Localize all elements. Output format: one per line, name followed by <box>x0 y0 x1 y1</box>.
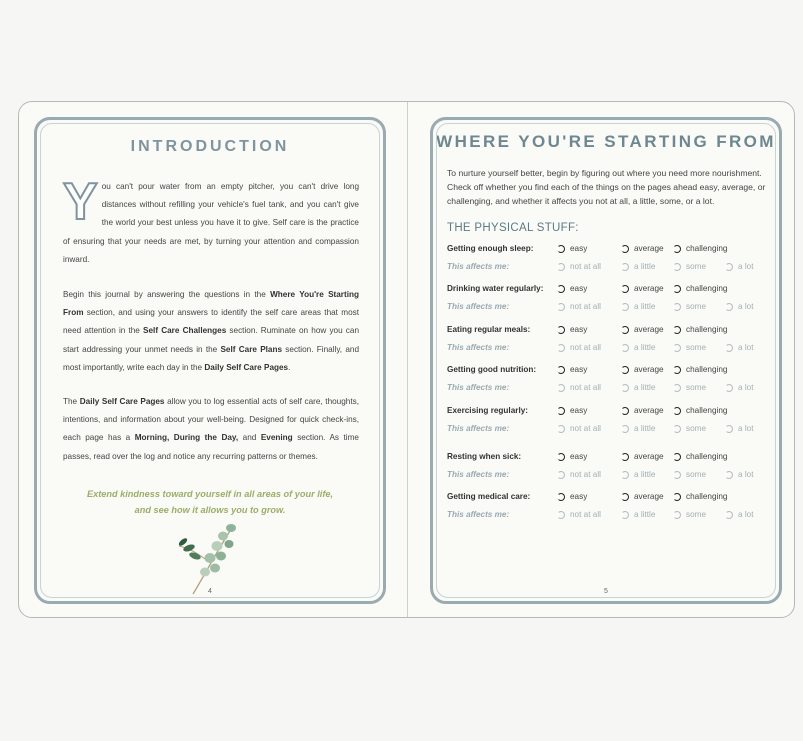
option-label: a little <box>634 262 656 271</box>
left-page <box>34 117 386 604</box>
option-label: a little <box>634 510 656 519</box>
option-label: easy <box>570 325 588 334</box>
rating-option-average[interactable] <box>621 325 664 334</box>
radio-circle-icon[interactable] <box>725 344 733 352</box>
radio-circle-icon[interactable] <box>621 285 629 293</box>
radio-circle-icon[interactable] <box>621 511 629 519</box>
intro-paragraph-2: Begin this journal by answering the questions in the Where You're Starting From section, and using your answers to identify the self care areas that most need attention in the Self Care Challenges section. Ruminate on how you can start addressing your unmet needs in the Self Care Plans section. Finally, and most importantly, write each day in the Daily Self Care Pages. <box>63 290 360 372</box>
radio-circle-icon[interactable] <box>621 366 629 374</box>
radio-circle-icon[interactable] <box>557 471 565 479</box>
affects-option[interactable] <box>621 343 655 352</box>
rating-option-challenging[interactable] <box>673 244 727 253</box>
radio-circle-icon[interactable] <box>673 384 681 392</box>
radio-circle-icon[interactable] <box>621 384 629 392</box>
affects-label: This affects me: <box>447 470 510 479</box>
rating-option-challenging[interactable] <box>673 365 727 374</box>
item-label: Getting good nutrition: <box>447 365 537 374</box>
drop-cap: Y <box>63 173 98 231</box>
option-label: challenging <box>686 452 728 461</box>
option-label: a little <box>634 383 656 392</box>
rating-option-easy[interactable] <box>557 244 587 253</box>
rating-option-average[interactable] <box>621 365 664 374</box>
page-title: WHERE YOU'RE STARTING FROM <box>436 132 776 151</box>
radio-circle-icon[interactable] <box>673 471 681 479</box>
radio-circle-icon[interactable] <box>621 471 629 479</box>
affects-option[interactable] <box>621 262 655 271</box>
option-label: not at all <box>570 302 601 311</box>
rating-option-challenging[interactable] <box>673 284 727 293</box>
option-label: challenging <box>686 492 728 501</box>
affects-option[interactable] <box>557 262 601 271</box>
open-journal <box>18 101 795 618</box>
affects-option[interactable] <box>725 302 753 311</box>
affects-option[interactable] <box>673 302 706 311</box>
radio-circle-icon[interactable] <box>557 425 565 433</box>
option-label: average <box>634 365 664 374</box>
option-label: not at all <box>570 424 601 433</box>
rating-option-challenging[interactable] <box>673 325 727 334</box>
radio-circle-icon[interactable] <box>557 263 565 271</box>
rating-option-easy[interactable] <box>557 452 587 461</box>
affects-option[interactable] <box>673 424 706 433</box>
radio-circle-icon[interactable] <box>673 344 681 352</box>
radio-circle-icon[interactable] <box>621 245 629 253</box>
rating-option-easy[interactable] <box>557 406 587 415</box>
radio-circle-icon[interactable] <box>621 326 629 334</box>
checklist-item <box>447 365 777 379</box>
option-label: some <box>686 424 707 433</box>
option-label: easy <box>570 244 588 253</box>
item-label: Eating regular meals: <box>447 325 531 334</box>
affects-option[interactable] <box>673 383 706 392</box>
option-label: a little <box>634 302 656 311</box>
affects-option[interactable] <box>725 343 753 352</box>
affects-row <box>447 343 777 357</box>
radio-circle-icon[interactable] <box>673 453 681 461</box>
radio-circle-icon[interactable] <box>673 366 681 374</box>
rating-option-challenging[interactable] <box>673 452 727 461</box>
book-spine <box>407 102 408 617</box>
rating-option-challenging[interactable] <box>673 406 727 415</box>
radio-circle-icon[interactable] <box>725 384 733 392</box>
radio-circle-icon[interactable] <box>673 263 681 271</box>
affects-option[interactable] <box>725 383 753 392</box>
option-label: a lot <box>738 510 754 519</box>
affects-option[interactable] <box>557 424 601 433</box>
radio-circle-icon[interactable] <box>557 407 565 415</box>
checklist-item <box>447 452 777 466</box>
option-label: a little <box>634 424 656 433</box>
affects-label: This affects me: <box>447 424 510 433</box>
option-label: challenging <box>686 284 728 293</box>
item-label: Drinking water regularly: <box>447 284 544 293</box>
affects-option[interactable] <box>621 424 655 433</box>
option-label: challenging <box>686 406 728 415</box>
affects-option[interactable] <box>621 510 655 519</box>
radio-circle-icon[interactable] <box>621 344 629 352</box>
radio-circle-icon[interactable] <box>557 303 565 311</box>
option-label: average <box>634 325 664 334</box>
radio-circle-icon[interactable] <box>557 453 565 461</box>
affects-row <box>447 302 777 316</box>
rating-option-easy[interactable] <box>557 325 587 334</box>
affects-option[interactable] <box>725 262 753 271</box>
option-label: easy <box>570 365 588 374</box>
affects-option[interactable] <box>557 383 601 392</box>
radio-circle-icon[interactable] <box>725 303 733 311</box>
option-label: easy <box>570 452 588 461</box>
option-label: a lot <box>738 424 754 433</box>
affects-option[interactable] <box>673 470 706 479</box>
affects-option[interactable] <box>725 424 753 433</box>
affects-row <box>447 262 777 276</box>
rating-option-average[interactable] <box>621 244 664 253</box>
radio-circle-icon[interactable] <box>621 453 629 461</box>
affects-option[interactable] <box>673 262 706 271</box>
kindness-quote: Extend kindness toward yourself in all areas of your life, and see how it allows you to grow. <box>86 489 334 515</box>
option-label: easy <box>570 284 588 293</box>
paragraph-text: ou can't pour water from an empty pitcher, you can't drive long distances without refilling your vehicle's fuel tank, and you can't give the world your best unless you have it to give. Self care is the practice of ensuring that your needs are met, by turning your attention and compassion inward. <box>63 182 359 264</box>
radio-circle-icon[interactable] <box>725 425 733 433</box>
radio-circle-icon[interactable] <box>621 407 629 415</box>
option-label: not at all <box>570 510 601 519</box>
radio-circle-icon[interactable] <box>673 326 681 334</box>
option-label: a lot <box>738 470 754 479</box>
radio-circle-icon[interactable] <box>673 303 681 311</box>
page-number: 4 <box>208 588 212 595</box>
radio-circle-icon[interactable] <box>557 384 565 392</box>
affects-option[interactable] <box>557 343 601 352</box>
option-label: average <box>634 452 664 461</box>
radio-circle-icon[interactable] <box>621 303 629 311</box>
radio-circle-icon[interactable] <box>673 511 681 519</box>
option-label: some <box>686 343 707 352</box>
option-label: some <box>686 302 707 311</box>
right-page <box>430 117 782 604</box>
radio-circle-icon[interactable] <box>621 425 629 433</box>
radio-circle-icon[interactable] <box>725 263 733 271</box>
radio-circle-icon[interactable] <box>557 493 565 501</box>
page-number: 5 <box>604 588 608 595</box>
radio-circle-icon[interactable] <box>725 511 733 519</box>
radio-circle-icon[interactable] <box>673 245 681 253</box>
rating-option-easy[interactable] <box>557 284 587 293</box>
option-label: not at all <box>570 383 601 392</box>
page-title: INTRODUCTION <box>130 138 290 155</box>
affects-label: This affects me: <box>447 262 510 271</box>
radio-circle-icon[interactable] <box>673 425 681 433</box>
option-label: a little <box>634 470 656 479</box>
option-label: some <box>686 470 707 479</box>
affects-row <box>447 383 777 397</box>
affects-option[interactable] <box>725 470 753 479</box>
checklist-item <box>447 492 777 506</box>
item-label: Resting when sick: <box>447 452 522 461</box>
radio-circle-icon[interactable] <box>557 285 565 293</box>
affects-option[interactable] <box>673 510 706 519</box>
radio-circle-icon[interactable] <box>673 285 681 293</box>
affects-label: This affects me: <box>447 383 510 392</box>
radio-circle-icon[interactable] <box>557 366 565 374</box>
rating-option-average[interactable] <box>621 406 664 415</box>
option-label: some <box>686 510 707 519</box>
option-label: average <box>634 244 664 253</box>
affects-option[interactable] <box>673 343 706 352</box>
option-label: challenging <box>686 325 728 334</box>
affects-option[interactable] <box>621 302 655 311</box>
option-label: a lot <box>738 262 754 271</box>
affects-row <box>447 424 777 438</box>
section-heading: THE PHYSICAL STUFF: <box>447 222 579 234</box>
rating-option-easy[interactable] <box>557 492 587 501</box>
eucalyptus-sprig-illustration <box>175 518 245 598</box>
affects-option[interactable] <box>557 302 601 311</box>
checklist-item <box>447 325 777 339</box>
option-label: average <box>634 406 664 415</box>
option-label: not at all <box>570 470 601 479</box>
radio-circle-icon[interactable] <box>673 493 681 501</box>
intro-paragraph-1 <box>63 173 359 269</box>
option-label: challenging <box>686 365 728 374</box>
option-label: some <box>686 383 707 392</box>
rating-option-average[interactable] <box>621 284 664 293</box>
intro-paragraph-3: The Daily Self Care Pages allow you to log essential acts of self care, thoughts, intentions, and information about your well-being. Designed for quick check-ins, each page has a Morning, During the Day, and Evening section. As time passes, read over the log and notice any recurring patterns or themes. <box>63 397 359 461</box>
radio-circle-icon[interactable] <box>621 493 629 501</box>
affects-label: This affects me: <box>447 343 510 352</box>
rating-option-average[interactable] <box>621 492 664 501</box>
affects-option[interactable] <box>557 510 601 519</box>
item-label: Getting enough sleep: <box>447 244 534 253</box>
checklist-item <box>447 406 777 420</box>
option-label: average <box>634 492 664 501</box>
instructions-text: To nurture yourself better, begin by figuring out where you need more nourishment. Check off whether you find each of the things on the pages ahead easy, average, or challenging, and whether it affects you not at all, a little, some, or a lot. <box>447 168 766 206</box>
option-label: a lot <box>738 302 754 311</box>
option-label: not at all <box>570 343 601 352</box>
affects-row <box>447 470 777 484</box>
item-label: Getting medical care: <box>447 492 531 501</box>
rating-option-average[interactable] <box>621 452 664 461</box>
radio-circle-icon[interactable] <box>725 471 733 479</box>
affects-label: This affects me: <box>447 302 510 311</box>
affects-option[interactable] <box>621 470 655 479</box>
radio-circle-icon[interactable] <box>557 326 565 334</box>
rating-option-challenging[interactable] <box>673 492 727 501</box>
affects-row <box>447 510 777 524</box>
option-label: easy <box>570 492 588 501</box>
radio-circle-icon[interactable] <box>621 263 629 271</box>
rating-option-easy[interactable] <box>557 365 587 374</box>
affects-option[interactable] <box>557 470 601 479</box>
item-label: Exercising regularly: <box>447 406 528 415</box>
option-label: not at all <box>570 262 601 271</box>
option-label: average <box>634 284 664 293</box>
radio-circle-icon[interactable] <box>557 245 565 253</box>
option-label: some <box>686 262 707 271</box>
option-label: a lot <box>738 343 754 352</box>
radio-circle-icon[interactable] <box>673 407 681 415</box>
affects-label: This affects me: <box>447 510 510 519</box>
option-label: a little <box>634 343 656 352</box>
radio-circle-icon[interactable] <box>557 511 565 519</box>
option-label: a lot <box>738 383 754 392</box>
option-label: challenging <box>686 244 728 253</box>
affects-option[interactable] <box>621 383 655 392</box>
affects-option[interactable] <box>725 510 753 519</box>
option-label: easy <box>570 406 588 415</box>
checklist-item <box>447 244 777 258</box>
checklist-item <box>447 284 777 298</box>
radio-circle-icon[interactable] <box>557 344 565 352</box>
